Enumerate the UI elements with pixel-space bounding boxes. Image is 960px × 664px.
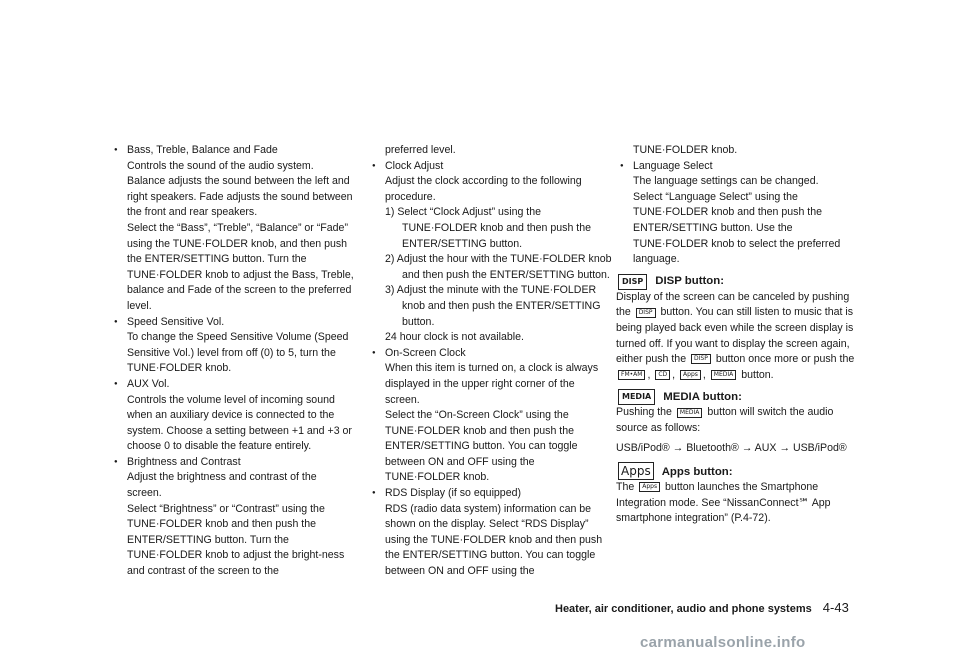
step-3: 3) Adjust the minute with the TUNE·FOLDER knob and then push the ENTER/SETTING button. (385, 284, 601, 328)
disp-key-icon: DISP (691, 354, 711, 364)
paragraph: Adjust the brightness and contrast of the screen. (127, 471, 317, 500)
heading-text: MEDIA button: (663, 390, 742, 403)
footer-section: Heater, air conditioner, audio and phone systems (555, 603, 812, 615)
apps-paragraph (616, 480, 856, 527)
disp-key-icon: DISP (636, 308, 656, 318)
paragraph: To change the Speed Sensitive Volume (Speed Sensitive Vol.) level from off (0) to 5, turn the TUNE·FOLDER knob. (127, 331, 349, 375)
media-paragraph (616, 405, 856, 436)
bullet-title: ● Clock Adjust (368, 159, 612, 175)
step-2: 2) Adjust the hour with the TUNE·FOLDER knob and then push the ENTER/SETTING button. (385, 253, 612, 281)
heading-text: DISP button: (655, 275, 725, 288)
paragraph: The language settings can be changed. (633, 175, 819, 188)
bullet-title: ● RDS Display (if so equipped) (368, 486, 612, 502)
paragraph: TUNE·FOLDER knob. (633, 144, 738, 156)
media-key-icon: MEDIA (711, 370, 736, 380)
column-middle (368, 143, 612, 580)
paragraph: Select “Language Select” using the TUNE·FOLDER knob and then push the ENTER/SETTING button. Use the TUNE·FOLDER knob to select the preferred language. (633, 190, 841, 266)
bullet-title: ● Brightness and Contrast (110, 455, 354, 471)
step-1: 1) Select “Clock Adjust” using the TUNE·FOLDER knob and then push the ENTER/SETTING button. (385, 206, 592, 250)
media-sequence: USB/iPod® → Bluetooth® → AUX → USB/iPod® (616, 441, 847, 454)
paragraph: Adjust the clock according to the following procedure. (385, 175, 582, 203)
disp-paragraph: Display of the screen can be canceled by pushing the DISP button. You can still listen to music that is being played back even while the screen display is turned off. If you want to display the screen again, either push the DISP button once more or push the FM•AM , CD , Apps , MEDIA button. (616, 290, 855, 381)
text: button will switch the audio source as follows: (616, 406, 834, 434)
fmam-key-icon: FM•AM (618, 370, 645, 380)
text: button launches the Smartphone Integration mode. See “NissanConnect℠ App smartphone integration” (P.4-72). (616, 481, 831, 525)
cd-key-icon: CD (655, 370, 670, 380)
media-key-icon: MEDIA (618, 389, 655, 405)
disp-key-icon: DISP (618, 274, 647, 290)
disp-heading (616, 274, 856, 290)
bullet-title: ● On-Screen Clock (368, 346, 612, 362)
bullet-title: ● AUX Vol. (110, 377, 354, 393)
paragraph: Select the “On-Screen Clock” using the TUNE·FOLDER knob and then push the ENTER/SETTING button. You can toggle between ON and OFF using the TUNE·FOLDER knob. (385, 409, 578, 484)
apps-heading (616, 462, 856, 480)
apps-key-icon: Apps (680, 370, 701, 380)
heading-text: Apps button: (661, 465, 733, 478)
page-footer (555, 600, 849, 615)
apps-key-icon: Apps (639, 482, 660, 492)
paragraph: Select the “Bass”, “Treble”, “Balance” or “Fade” using the TUNE·FOLDER knob, and then push the ENTER/SETTING button. Turn the TUNE·FOLDER knob to adjust the Bass, Treble, balance and Fade of the screen to the preferred level. (127, 221, 354, 312)
column-left (110, 143, 354, 580)
column-right (616, 143, 856, 527)
media-key-icon: MEDIA (677, 408, 702, 418)
text: button. You can still listen to music that is being played back even while the screen display is turned off. If you want to display the screen again, either push the (616, 306, 854, 366)
bullet-title: ● Speed Sensitive Vol. (110, 315, 354, 331)
paragraph: preferred level. (385, 144, 456, 156)
note: 24 hour clock is not available. (385, 331, 524, 344)
page-number: 4-43 (822, 600, 849, 615)
apps-key-icon: Apps (618, 462, 654, 480)
text: button. (741, 368, 774, 381)
watermark: carmanualsonline.info (640, 634, 806, 651)
text: The (616, 481, 635, 494)
media-heading (616, 389, 856, 405)
text: button once more or push the (715, 353, 855, 366)
bullet-title: ● Language Select (616, 159, 856, 175)
paragraph: RDS (radio data system) information can be shown on the display. Select “RDS Display” using the TUNE·FOLDER knob and then push the ENTER/SETTING button. You can toggle between ON and OFF using the (385, 502, 603, 578)
paragraph: Controls the sound of the audio system. Balance adjusts the sound between the left and right speakers. Fade adjusts the sound between the front and rear speakers. (127, 159, 353, 219)
text: Display of the screen can be canceled by pushing the (616, 290, 850, 319)
bullet-title: ● Bass, Treble, Balance and Fade (110, 143, 354, 159)
paragraph: When this item is turned on, a clock is always displayed in the upper right corner of the screen. (385, 362, 599, 406)
paragraph: Select “Brightness” or “Contrast” using the TUNE·FOLDER knob and then push the ENTER/SETTING button. Turn the TUNE·FOLDER knob to adjust the bright-ness and contrast of the screen to the (127, 502, 345, 578)
paragraph: Controls the volume level of incoming sound when an auxiliary device is connected to the system. Choose a setting between +1 and +3 or choose 0 to disable the feature entirely. (127, 393, 352, 453)
text: Pushing the (616, 406, 672, 419)
